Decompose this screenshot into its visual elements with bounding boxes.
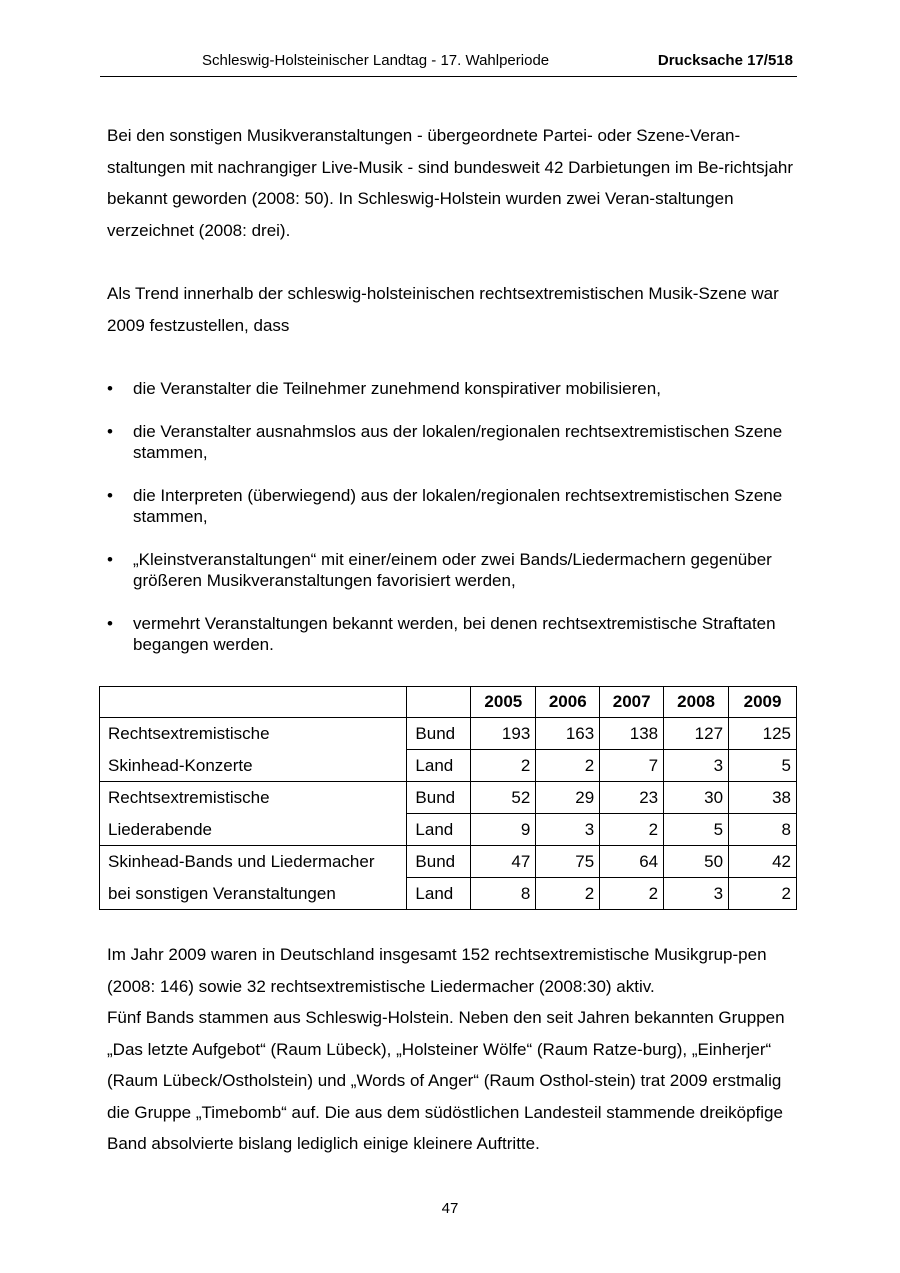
value-cell: 3 <box>664 750 729 782</box>
list-item-text: die Interpreten (überwiegend) aus der lokalen/regionalen rechtsextremistischen Szene stammen, <box>133 486 783 526</box>
table-row <box>100 782 797 814</box>
level-cell: Land <box>407 878 471 910</box>
table-row <box>100 846 797 878</box>
list-item-text: „Kleinstveranstaltungen“ mit einer/einem oder zwei Bands/Liedermachern gegenüber größeren Musikveranstaltungen favorisiert werden, <box>133 550 772 590</box>
value-cell: 64 <box>600 846 664 878</box>
music-events-table <box>99 686 797 910</box>
page-number: 47 <box>441 1200 459 1217</box>
category-label-line: bei sonstigen Veranstaltungen <box>108 883 336 903</box>
level-cell: Bund <box>407 782 471 814</box>
value-cell: 5 <box>729 750 797 782</box>
bullet-icon: • <box>107 422 113 441</box>
list-item <box>107 549 797 591</box>
year-header: 2007 <box>600 687 664 718</box>
value-cell: 127 <box>664 718 729 750</box>
value-cell: 163 <box>536 718 600 750</box>
category-label-line: Skinhead-Bands und Liedermacher <box>108 852 375 871</box>
value-cell: 23 <box>600 782 664 814</box>
category-label-line: Rechtsextremistische <box>108 788 270 807</box>
level-cell: Bund <box>407 718 471 750</box>
page-header <box>100 52 797 77</box>
header-title: Schleswig-Holsteinischer Landtag - 17. Wahlperiode <box>202 52 550 69</box>
level-cell: Land <box>407 750 471 782</box>
year-header: 2006 <box>536 687 600 718</box>
header-drucksache: Drucksache 17/518 <box>657 52 793 69</box>
value-cell: 29 <box>536 782 600 814</box>
header-cell-empty <box>100 687 407 718</box>
value-cell: 7 <box>600 750 664 782</box>
value-cell: 138 <box>600 718 664 750</box>
category-label-line: Liederabende <box>108 819 212 839</box>
value-cell: 8 <box>729 814 797 846</box>
paragraph-trend-intro: Als Trend innerhalb der schleswig-holsteinischen rechtsextremistischen Musik-Szene war 2009 festzustellen, dass <box>107 284 779 335</box>
bullet-icon: • <box>107 486 113 505</box>
value-cell: 52 <box>471 782 536 814</box>
value-cell: 125 <box>729 718 797 750</box>
level-cell: Bund <box>407 846 471 878</box>
list-item <box>107 485 797 527</box>
category-label-line: Rechtsextremistische <box>108 724 270 743</box>
value-cell: 47 <box>471 846 536 878</box>
value-cell: 5 <box>664 814 729 846</box>
table-row <box>100 718 797 750</box>
category-label <box>100 718 407 782</box>
trend-bullet-list <box>107 378 797 677</box>
value-cell: 8 <box>471 878 536 910</box>
value-cell: 193 <box>471 718 536 750</box>
value-cell: 2 <box>600 814 664 846</box>
value-cell: 2 <box>536 750 600 782</box>
value-cell: 2 <box>471 750 536 782</box>
bullet-icon: • <box>107 614 113 633</box>
paragraph-musikveranstaltungen: Bei den sonstigen Musikveranstaltungen - übergeordnete Partei- oder Szene-Veran-staltungen mit nachrangiger Live-Musik - sind bundesweit 42 Darbietungen im Be-richtsjahr bekannt geworden (2008: 50). In Schleswig-Holstein wurden zwei Veran-staltungen verzeichnet (2008: drei). <box>107 126 794 240</box>
list-item <box>107 421 797 463</box>
value-cell: 2 <box>536 878 600 910</box>
category-label <box>100 782 407 846</box>
paragraph-musikgruppen: Im Jahr 2009 waren in Deutschland insgesamt 152 rechtsextremistische Musikgrup-pen (2008: 146) sowie 32 rechtsextremistische Liedermacher (2008:30) aktiv. <box>107 945 767 996</box>
level-cell: Land <box>407 814 471 846</box>
year-header: 2008 <box>664 687 729 718</box>
list-item <box>107 613 797 655</box>
value-cell: 3 <box>536 814 600 846</box>
bullet-icon: • <box>107 550 113 569</box>
list-item-text: die Veranstalter ausnahmslos aus der lokalen/regionalen rechtsextremistischen Szene stammen, <box>133 422 783 462</box>
list-item-text: die Veranstalter die Teilnehmer zunehmend konspirativer mobilisieren, <box>133 379 661 398</box>
value-cell: 2 <box>600 878 664 910</box>
paragraph-bands-sh: Fünf Bands stammen aus Schleswig-Holstein. Neben den seit Jahren bekannten Gruppen „Das letzte Aufgebot“ (Raum Lübeck), „Holsteiner Wölfe“ (Raum Ratze-burg), „Einherjer“ (Raum Lübeck/Ostholstein) und „Words of Anger“ (Raum Osthol-stein) trat 2009 erstmalig die Gruppe „Timebomb“ auf. Die aus dem südöstlichen Landesteil stammende dreiköpfige Band absolvierte bislang lediglich einige kleinere Auftritte. <box>107 1008 785 1153</box>
value-cell: 42 <box>729 846 797 878</box>
table-header-row <box>100 687 797 718</box>
header-cell-empty <box>407 687 471 718</box>
category-label-line: Skinhead-Konzerte <box>108 755 253 775</box>
bullet-icon: • <box>107 379 113 398</box>
value-cell: 30 <box>664 782 729 814</box>
value-cell: 3 <box>664 878 729 910</box>
value-cell: 2 <box>729 878 797 910</box>
list-item <box>107 378 797 399</box>
category-label <box>100 846 407 910</box>
value-cell: 9 <box>471 814 536 846</box>
value-cell: 50 <box>664 846 729 878</box>
value-cell: 75 <box>536 846 600 878</box>
year-header: 2009 <box>729 687 797 718</box>
value-cell: 38 <box>729 782 797 814</box>
year-header: 2005 <box>471 687 536 718</box>
list-item-text: vermehrt Veranstaltungen bekannt werden, bei denen rechtsextremistische Straftaten begangen werden. <box>133 614 776 654</box>
